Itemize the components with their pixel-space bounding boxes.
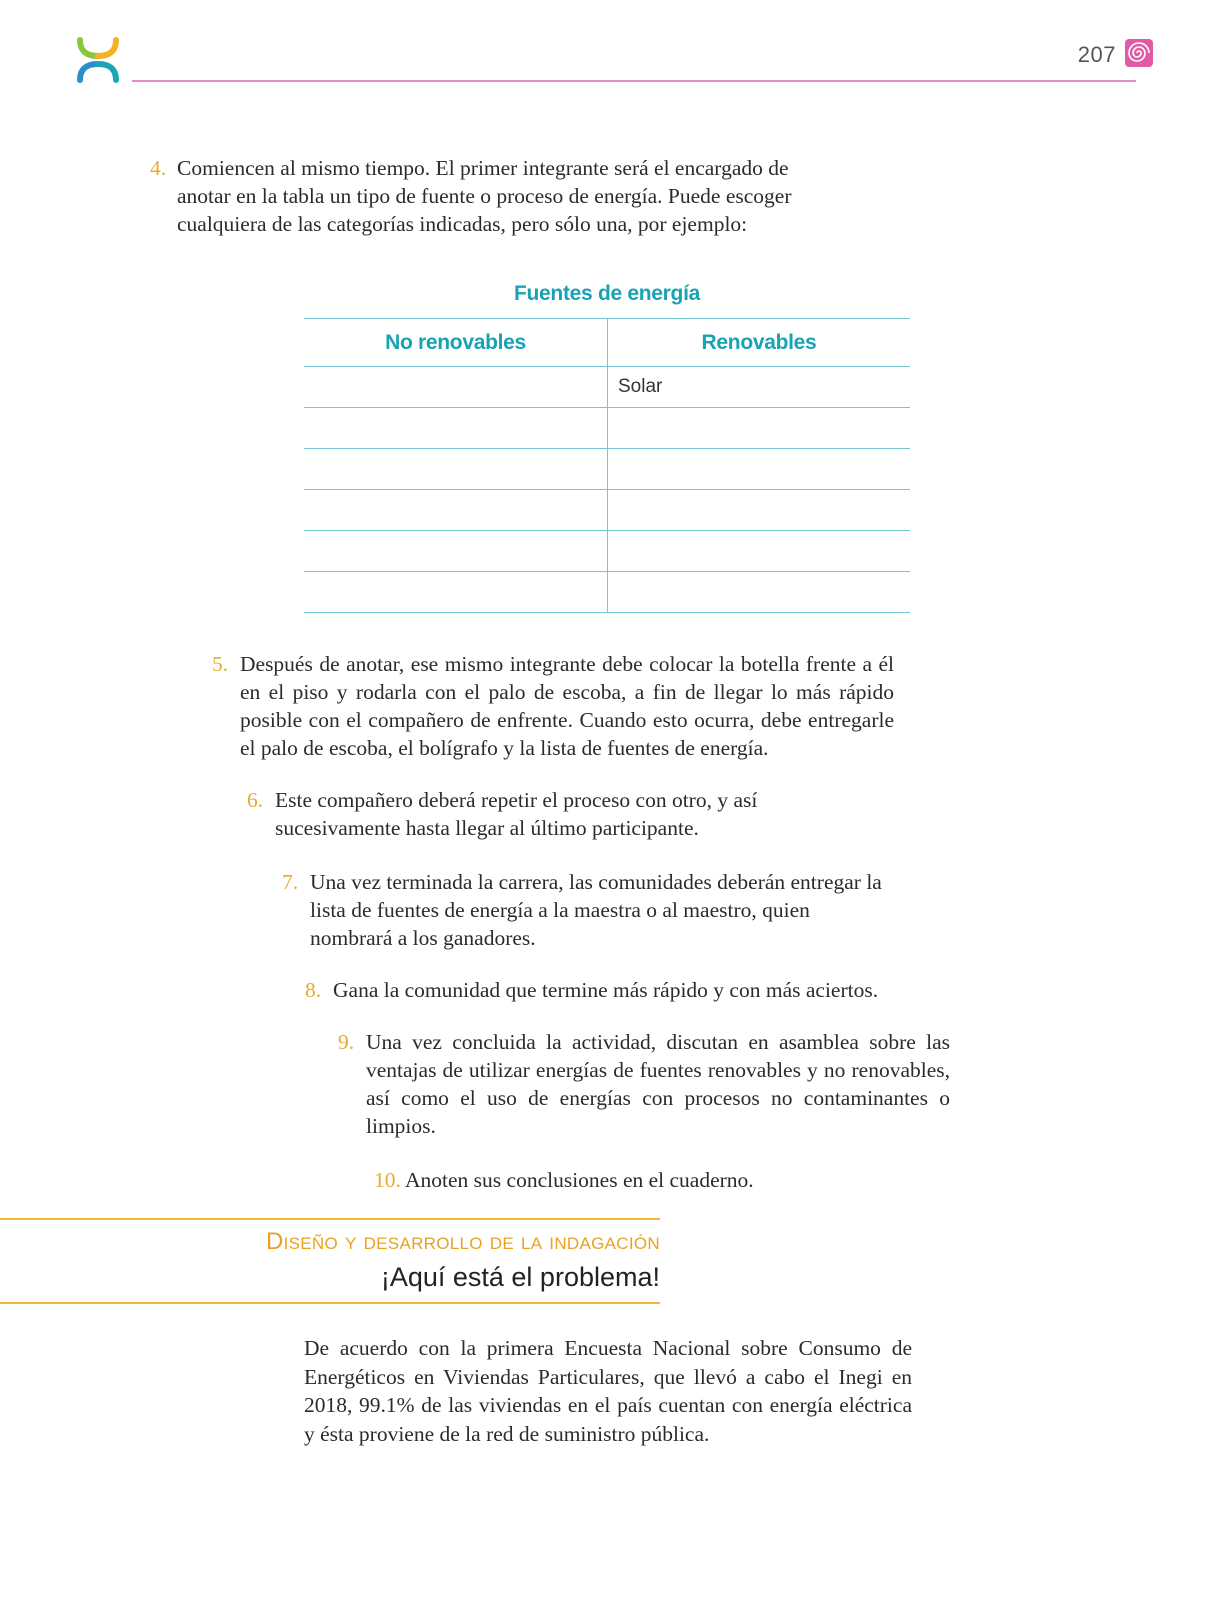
item-text: Este compañero deberá repetir el proceso con otro, y así sucesivamente hasta llegar al último participante. (275, 788, 758, 840)
table-cell[interactable] (304, 490, 608, 531)
item-number: 5. (212, 652, 229, 676)
item-text: Gana la comunidad que termine más rápido y con más aciertos. (333, 978, 879, 1002)
column-header-renovables: Renovables (608, 319, 911, 367)
table-cell[interactable] (608, 449, 911, 490)
section-subtitle: ¡Aquí está el problema! (380, 1262, 660, 1292)
header-rule (132, 80, 1136, 82)
table-cell[interactable] (608, 408, 911, 449)
body-paragraph: De acuerdo con la primera Encuesta Nacional sobre Consumo de Energéticos en Viviendas Particulares, que llevó a cabo el Inegi en 2018, 99.1% de las viviendas en el país cuentan con energía eléctrica y ésta proviene de la red de suministro pública. (304, 1336, 912, 1446)
table-cell[interactable] (608, 490, 911, 531)
item-number: 4. (150, 156, 167, 180)
page-number: 207 (1077, 42, 1116, 67)
section-title: Diseño y desarrollo de la indagación (265, 1228, 660, 1255)
table-cell[interactable] (304, 367, 608, 408)
table-row (304, 408, 910, 449)
table-row (304, 367, 910, 408)
list-item (150, 154, 830, 238)
item-number: 10. (374, 1168, 401, 1192)
table-title: Fuentes de energía (514, 282, 700, 305)
table-row (304, 572, 910, 613)
list-item (305, 976, 945, 1004)
energy-sources-table (304, 318, 910, 613)
spiral-icon (1124, 38, 1154, 68)
table-row (304, 531, 910, 572)
item-text: Una vez terminada la carrera, las comunidades deberán entregar la lista de fuentes de energía a la maestra o al maestro, quien nombrará a los ganadores. (310, 870, 882, 950)
table-cell[interactable] (304, 449, 608, 490)
item-number: 7. (282, 870, 299, 894)
item-text: Después de anotar, ese mismo integrante debe colocar la botella frente a él en el piso y rodarla con el palo de escoba, a fin de llegar lo más rápido posible con el compañero de enfrente. Cuando esto ocurra, debe entregarle el palo de escoba, el bolígrafo y la lista de fuentes de energía. (240, 652, 894, 760)
table-cell[interactable]: Solar (608, 367, 911, 408)
table-header-row (304, 319, 910, 367)
table-cell[interactable] (608, 531, 911, 572)
table-cell[interactable] (304, 531, 608, 572)
section-bottom-rule (0, 1302, 660, 1304)
list-item (212, 650, 894, 762)
list-item (247, 786, 863, 842)
table-row (304, 490, 910, 531)
list-item (374, 1166, 934, 1194)
section-top-rule (0, 1218, 660, 1220)
interlocking-rings-logo (72, 34, 124, 86)
list-item (338, 1028, 950, 1140)
table-cell[interactable] (608, 572, 911, 613)
item-text: Una vez concluida la actividad, discutan en asamblea sobre las ventajas de utilizar energías de fuentes renovables y no renovables, así como el uso de energías con procesos no contaminantes o limpios. (366, 1030, 950, 1138)
item-number: 6. (247, 788, 264, 812)
item-number: 8. (305, 978, 322, 1002)
table-cell[interactable] (304, 572, 608, 613)
column-header-no-renovables: No renovables (304, 319, 608, 367)
item-number: 9. (338, 1030, 355, 1054)
table-row (304, 449, 910, 490)
item-text: Comiencen al mismo tiempo. El primer integrante será el encargado de anotar en la tabla un tipo de fuente o proceso de energía. Puede escoger cualquiera de las categorías indicadas, pero sólo una, por ejemplo: (177, 156, 792, 236)
list-item (282, 868, 894, 952)
item-text: Anoten sus conclusiones en el cuaderno. (405, 1168, 754, 1192)
table-cell[interactable] (304, 408, 608, 449)
